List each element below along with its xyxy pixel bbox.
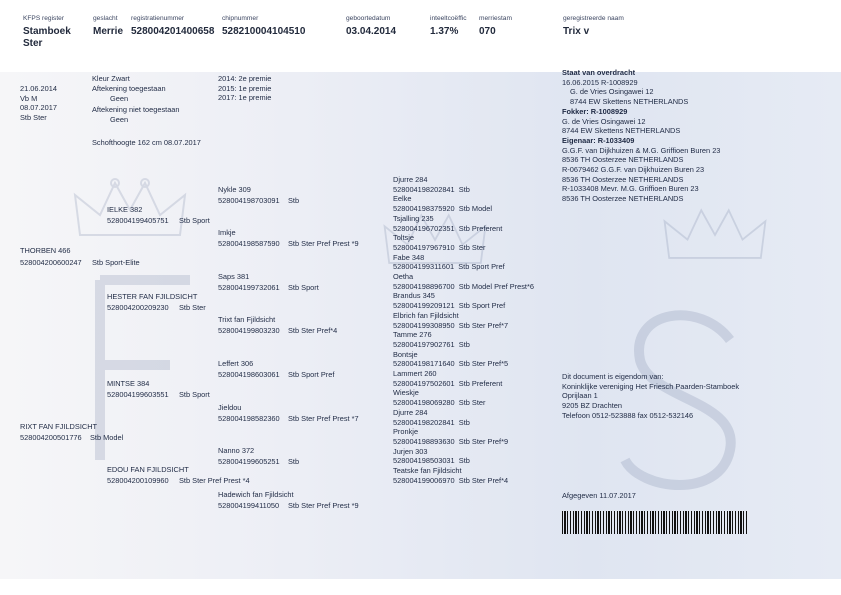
gp-3-name: MINTSE 384	[107, 379, 150, 388]
value-register-2: Ster	[23, 38, 43, 49]
sire-name: THORBEN 466	[20, 246, 71, 255]
g3-ancestor: 528004199006970 Stb Ster Pref*4	[393, 475, 509, 485]
g3-ancestor: 528004198503031 Stb	[393, 456, 470, 466]
g3-ancestor: 528004199311601 Stb Sport Pref	[393, 262, 505, 272]
ggp-3-pred: Stb Sport	[288, 283, 319, 292]
sire-num: 528004200600247	[20, 258, 82, 267]
notice-line: Oprijlaan 1	[562, 391, 598, 401]
ggp-1-name: Nykle 309	[218, 185, 251, 194]
page-bottom-edge	[0, 579, 841, 595]
label-sex: geslacht	[93, 15, 118, 22]
ownership-line: 8536 TH Oosterzee NETHERLANDS	[562, 155, 684, 165]
premies-block	[218, 74, 271, 103]
date-line: 08.07.2017	[20, 103, 57, 113]
premie-line: 2014: 2e premie	[218, 74, 272, 83]
ownership-line: Eigenaar: R-1033409	[562, 135, 635, 145]
notice-line: Koninklijke vereniging Het Friesch Paarden-Stamboek	[562, 381, 740, 391]
gp-2-name: HESTER FAN FJILDSICHT	[107, 292, 198, 301]
kleur: Kleur Zwart	[92, 74, 130, 83]
ggp-6-num: 528004198582360	[218, 414, 280, 423]
date-line: Vb M	[20, 93, 38, 103]
value-regnum: 528004201400658	[131, 26, 215, 37]
gp-3-num: 528004199603551	[107, 390, 169, 399]
notice-line: 9205 BZ Drachten	[562, 401, 622, 411]
label-register: KFPS register	[23, 15, 65, 22]
gp-2-num: 528004200209230	[107, 303, 169, 312]
g3-ancestor: 528004198202841 Stb	[393, 417, 470, 427]
ggp-1-pred: Stb	[288, 196, 300, 205]
g3-ancestor: 528004199209121 Stb Sport Pref	[393, 301, 506, 311]
label-regnum: registratienummer	[131, 15, 185, 22]
g3-ancestor: Tsjalling 235	[393, 213, 434, 223]
g3-ancestor: Tamme 276	[393, 330, 432, 340]
ggp-8-pred: Stb Ster Pref Prest *9	[288, 501, 359, 510]
value-chip: 528210004104510	[222, 26, 306, 37]
ownership-line: G. de Vries Osingawei 12	[562, 116, 646, 126]
sire-pred: Stb Sport-Elite	[92, 258, 140, 267]
label-name: geregistreerde naam	[563, 15, 624, 22]
label-sire-line: merriestam	[479, 15, 512, 22]
notice-line: Telefoon 0512-523888 fax 0512-532146	[562, 410, 694, 420]
ggp-2-num: 528004198587590	[218, 239, 280, 248]
ownership-line: 8744 EW Skettens NETHERLANDS	[562, 126, 681, 136]
ggp-5-name: Leffert 306	[218, 359, 254, 368]
ownership-line: 8744 EW Skettens NETHERLANDS	[570, 97, 689, 107]
g3-ancestor: Djurre 284	[393, 175, 428, 184]
dam-pred: Stb Model	[90, 433, 124, 442]
premie-line: 2017: 1e premie	[218, 93, 272, 103]
ggp-6-name: Jieldou	[218, 403, 242, 412]
ggp-1-num: 528004198703091	[218, 196, 280, 205]
ggp-7-pred: Stb	[288, 457, 300, 466]
g3-ancestor: 528004198202841 Stb	[393, 184, 470, 194]
ggp-4-num: 528004199803230	[218, 326, 280, 335]
label-birth: geboortedatum	[346, 15, 391, 22]
g3-ancestor: 528004197902761 Stb	[393, 339, 470, 349]
ggp-6-pred: Stb Ster Pref Prest *7	[288, 414, 359, 423]
gp-4-num: 528004200109960	[107, 476, 169, 485]
date-line: 21.06.2014	[20, 84, 57, 93]
aftekening-toegestaan-value: Geen	[110, 94, 129, 103]
ownership-line: R-0679462 G.G.F. van Dijkhuizen Buren 23	[562, 165, 705, 175]
ggp-4-pred: Stb Ster Pref*4	[288, 326, 338, 335]
ownership-line: R-1033408 Mevr. M.G. Griffioen Buren 23	[562, 184, 699, 194]
gp-4-pred: Stb Ster Pref Prest *4	[179, 476, 250, 485]
gp-1-name: IELKE 382	[107, 205, 143, 214]
g3-ancestor: Djurre 284	[393, 407, 428, 417]
value-sire-line: 070	[479, 26, 496, 37]
dam-name: RIXT FAN FJILDSICHT	[20, 422, 98, 431]
aftekening-niet-value: Geen	[110, 115, 129, 124]
g3-ancestor: 528004197502601 Stb Preferent	[393, 378, 503, 388]
aftekening-niet-toegestaan: Aftekening niet toegestaan	[92, 105, 180, 114]
ownership-line: Fokker: R-1008929	[562, 106, 628, 116]
g3-ancestor: Elbrich fan Fjildsicht	[393, 310, 459, 320]
barcode	[562, 511, 747, 534]
g3-ancestor: Toltsje	[393, 233, 414, 243]
ggp-2-name: Imkje	[218, 228, 236, 237]
schofthoogte: Schofthoogte 162 cm 08.07.2017	[92, 138, 201, 147]
ggp-5-num: 528004198603061	[218, 370, 280, 379]
owner-notice	[562, 372, 739, 421]
value-birth: 03.04.2014	[346, 26, 397, 37]
ggp-8-name: Hadewich fan Fjildsicht	[218, 490, 294, 499]
ownership-block	[562, 68, 720, 204]
g3-ancestor: 528004198171640 Stb Ster Pref*5	[393, 359, 509, 369]
premie-line: 2015: 1e premie	[218, 83, 272, 93]
g3-ancestor: Bontsje	[393, 349, 418, 359]
g3-column	[393, 175, 534, 486]
g3-ancestor: Oetha	[393, 272, 414, 282]
header-band	[0, 0, 841, 72]
g3-ancestor: 528004199308950 Stb Ster Pref*7	[393, 320, 509, 330]
date-line: Stb Ster	[20, 113, 47, 123]
ownership-line: G. de Vries Osingawei 12	[570, 87, 654, 97]
crown-watermark-right	[660, 200, 770, 270]
g3-ancestor: Brandus 345	[393, 291, 435, 301]
gp-2-pred: Stb Ster	[179, 303, 206, 312]
value-sex: Merrie	[93, 26, 124, 37]
ggp-3-name: Saps 381	[218, 272, 250, 281]
g3-ancestor: Lammert 260	[393, 369, 437, 379]
dam-num: 528004200501776	[20, 433, 82, 442]
value-inbreed: 1.37%	[430, 26, 459, 37]
ggp-5-pred: Stb Sport Pref	[288, 370, 335, 379]
gp-4-name: EDOU FAN FJILDSICHT	[107, 465, 189, 474]
g3-ancestor: Teatske fan Fjildsicht	[393, 466, 462, 476]
g3-ancestor: 528004197967910 Stb Ster	[393, 242, 486, 252]
g3-ancestor: 528004198069280 Stb Ster	[393, 398, 486, 408]
ggp-2-pred: Stb Ster Pref Prest *9	[288, 239, 359, 248]
dates-block	[20, 84, 57, 123]
ggp-8-num: 528004199411050	[218, 501, 280, 510]
g3-ancestor: 528004198896700 Stb Model Pref Prest*6	[393, 281, 534, 291]
ggp-4-name: Trixt fan Fjildsicht	[218, 315, 276, 324]
value-register-1: Stamboek	[23, 26, 71, 37]
g3-ancestor: 528004198893630 Stb Ster Pref*9	[393, 436, 509, 446]
ownership-title: Staat van overdracht	[562, 68, 636, 77]
gp-1-pred: Stb Sport	[179, 216, 210, 225]
ownership-line: 8536 TH Oosterzee NETHERLANDS	[562, 174, 684, 184]
ownership-line: 8536 TH Oosterzee NETHERLANDS	[562, 194, 684, 204]
g3-ancestor: Jurjen 303	[393, 446, 428, 456]
ggp-3-num: 528004199732061	[218, 283, 280, 292]
ownership-line: G.G.F. van Dijkhuizen & M.G. Griffioen Buren 23	[562, 145, 721, 155]
g3-ancestor: 528004198375920 Stb Model	[393, 204, 493, 214]
g3-ancestor: Fabe 348	[393, 252, 425, 262]
gp-1-num: 528004199405751	[107, 216, 169, 225]
label-inbreed: inteeltcoëffic	[430, 15, 467, 22]
gp-3-pred: Stb Sport	[179, 390, 210, 399]
issued-date: Afgegeven 11.07.2017	[562, 491, 636, 500]
notice-line: Dit document is eigendom van:	[562, 372, 664, 381]
g3-ancestor: Wieskje	[393, 388, 419, 398]
ggp-7-name: Nanno 372	[218, 446, 255, 455]
ownership-line: 16.06.2015 R-1008929	[562, 77, 638, 87]
g3-ancestor: Pronkje	[393, 427, 419, 437]
value-name: Trix v	[563, 26, 590, 37]
g3-ancestor: Eelke	[393, 194, 412, 204]
aftekening-toegestaan: Aftekening toegestaan	[92, 84, 166, 93]
ggp-7-num: 528004199605251	[218, 457, 280, 466]
g3-ancestor: 528004196702351 Stb Preferent	[393, 223, 503, 233]
label-chip: chipnummer	[222, 15, 259, 22]
